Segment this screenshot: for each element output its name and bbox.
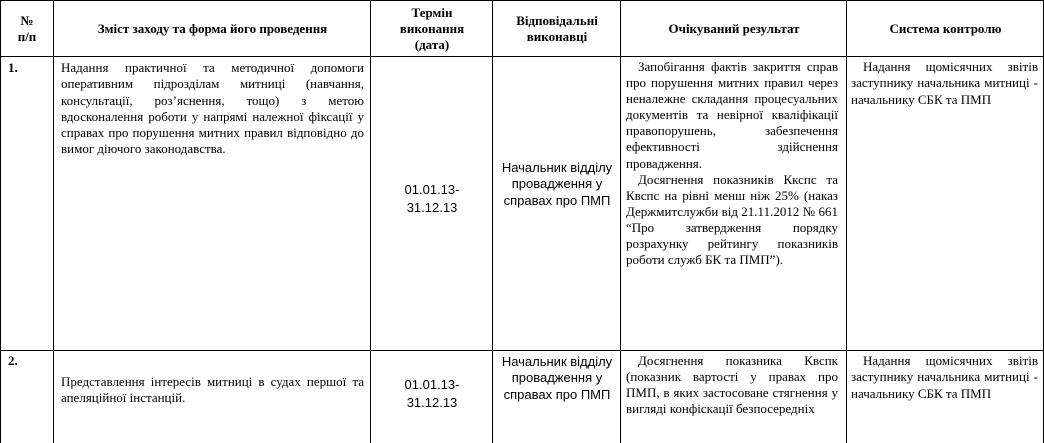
row-2-measure: Представлення інтересів митниці в судах першої та апеляційної інстанцій. bbox=[61, 374, 364, 406]
row-1-responsible: Начальник відділу провадження у справах про ПМП bbox=[501, 160, 613, 208]
row-1-result bbox=[626, 59, 838, 268]
row-1-term: 01.01.13-31.12.13 bbox=[404, 182, 460, 215]
row-2-control: Надання щомісячних звітів заступнику начальника митниці - начальнику СБК та ПМП bbox=[851, 353, 1038, 401]
header-responsible: Відповідальні виконавці bbox=[516, 13, 598, 44]
row-2-responsible: Начальник відділу провадження у справах про ПМП bbox=[501, 354, 613, 402]
header-control: Система контролю bbox=[889, 20, 1002, 36]
row-1-number: 1. bbox=[8, 60, 18, 75]
row-1-measure: Надання практичної та методичної допомоги оперативним підрозділам митниці (навчання, консультації, роз’яснення, тощо) з метою вдосконалення роботи у напрямі належної фіксації у справах про порушення митних правил відповідно до вимог діючого законодавства. bbox=[61, 60, 364, 157]
header-number: № п/п bbox=[17, 13, 37, 44]
row-2-number: 2. bbox=[8, 353, 18, 368]
row-2-result-p1: Досягнення показника Квспк (показник вартості у правах про ПМП, в яких застосоване стягнення у вигляді конфіскації безпосередніх bbox=[626, 353, 838, 417]
row-2-term: 01.01.13-31.12.13 bbox=[404, 377, 460, 410]
row-1-result-p2: Досягнення показників Ккспс та Квспс на рівні менш ніж 25% (наказ Держмитслужби від 21.11.2012 № 661 “Про затвердження порядку розрахунку рейтингу показників роботи служб БК та ПМП”). bbox=[626, 171, 838, 268]
row-2-result bbox=[626, 353, 838, 417]
header-result: Очікуваний результат bbox=[668, 20, 800, 36]
row-1-result-p1: Запобігання фактів закриття справ про порушення митних правил через неналежне складання процесуальних документів та невірної кваліфікації правопорушень, забезпечення ефективності здійснення провадження. bbox=[626, 59, 838, 171]
header-measure: Зміст заходу та форма його проведення bbox=[97, 20, 328, 36]
row-1-control: Надання щомісячних звітів заступнику начальника митниці - начальнику СБК та ПМП bbox=[851, 59, 1038, 107]
header-term: Термін виконання (дата) bbox=[399, 5, 465, 52]
